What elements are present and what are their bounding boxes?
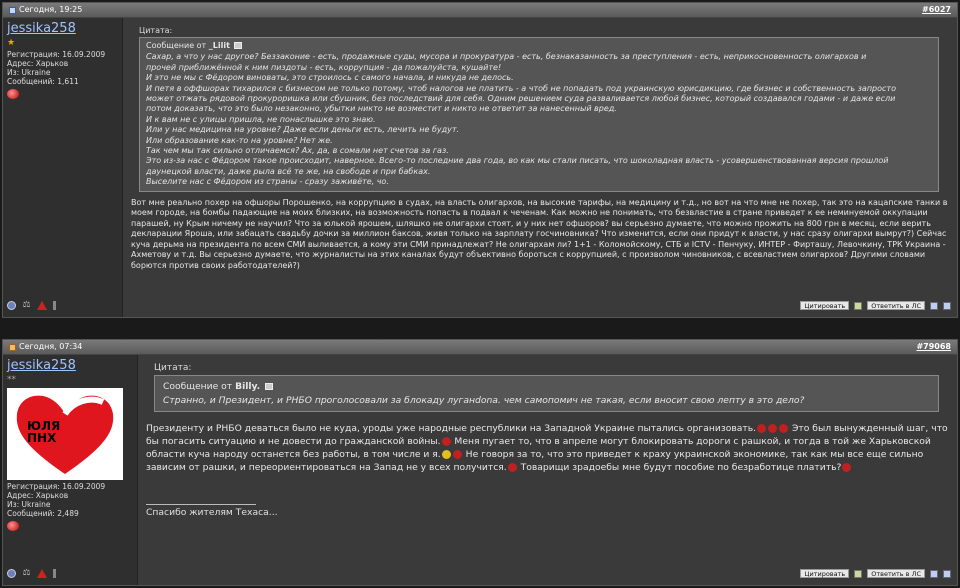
angry-smiley-icon [768,424,777,433]
user-country: Из: Ukraine [7,500,51,509]
user-rank-stars: ** [7,375,16,385]
ip-icon [53,301,56,310]
view-post-icon[interactable] [265,383,273,390]
ip-icon [53,569,56,578]
user-reg-date: Регистрация: 16.09.2009 [7,482,106,491]
quote-line: Это из-за нас с Фёдором такое происходит, наверное. Всего-то последние два года, во как мы стали писать, что шоколадная власть - усовершенствованная версия прошлой [146,156,889,166]
view-post-icon[interactable] [234,42,242,49]
post-number-link[interactable]: #79068 [916,342,951,351]
user-avatar [7,388,123,480]
quote-header: Сообщение от Billy. [163,380,930,393]
quote-button[interactable]: Цитировать [800,569,849,578]
quote-button[interactable]: Цитировать [800,301,849,310]
reply-pm-button[interactable]: Ответить в ЛС [867,569,925,578]
quote-line: Выселите нас с Фёдором из страны - сразу заживёте, чо. [146,177,389,187]
user-info-panel [3,355,138,585]
sad-smiley-icon [442,450,451,459]
reputation-scale-icon[interactable]: ⚖ [22,300,31,310]
user-address: Адрес: Харьков [7,59,69,68]
report-icon[interactable] [37,301,47,310]
user-address: Адрес: Харьков [7,491,69,500]
report-icon[interactable] [37,569,47,578]
quote-line: И петя в оффшорах тихарился с бизнесом не только потому, чтоб налогов не платить - а чтоб не попадать под украинскую юрисдикцию, где бизнес и собственность запросто [146,83,896,93]
bookmark-icon[interactable] [943,302,951,310]
post-actions [800,301,951,310]
post-date: Сегодня, 07:34 [19,342,83,351]
post-message: Президенту и РНБО деваться было не куда, уроды уже народные республики на Западной Украине пытались организовать. Это был вынужденный шаг, что бы погасить ситуацию и не довести до гражданской войны. Меня пугает то, что в апреле могут блокировать дороги с рашкой, и тогда в той же Харьковской области куча народу останется без работы, в том числе и я. Не говоря за то, что это приведет к краху украинской экономике, так как мы все еще сильно зависим от рашки, и переориентироваться на Запад не у всех получится. Товарищи зрадоебы мне будут пособие по безработице платить? [146,423,948,473]
post-header [3,3,957,18]
angry-smiley-icon [779,424,788,433]
quote-line: Или образование как-то на уровне? Нет же. [146,135,333,145]
user-message-count: Сообщений: 1,611 [7,77,79,86]
quote-line: И это не мы с Фёдором виноваты, это строилось с самого начала, и никуда не делось. [146,73,514,83]
angry-smiley-icon [442,437,451,446]
reply-pm-button[interactable]: Ответить в ЛС [867,301,925,310]
post-message: Вот мне реально похер на офшоры Порошенко, на коррупцию в судах, на власть олигархов, на высокие тарифы, на медицину и т.д., но вот на что мне не похер, так это на кацапские танки в моем городе, на бомбы падающие на моих близких, на возможность попасть в подвал к чеченам. Как можно не понимать, что безвластие в стране приведет к ее неминуемой оккупации парашей, ну Крым ничему не научил? Что за юлькой ярошем, шляшко не олигархи стоят, и у них нет офшоров? вы серьезно думаете, что можно прожить на 800 грн в месяц, если верить декларации Яроша, или забацать свадьбу дочки за миллион баксов, живя только на зарплату госчиновника? Что изменится, если они придут к власти, у нас сразу олигархи вымрут?) Сейчас куча дерьма на президента по всем СМИ выливается, а кому эти СМИ принадлежат? Не олигархам ли? 1+1 - Коломойскому, СТБ и ICTV - Пенчуку, ИНТЕР - Фирташу, Левочкину, ТРК Украина - Ахметову и т.д. Вы серьезно думаете, что журналисты на этих каналах будут объективно бороться с коррупцией, с произволом чиновников, с всевластием олигархов? Другими словами борются против своих работодателей?) [131,197,948,270]
angry-smiley-icon [453,450,462,459]
angry-smiley-icon [842,463,851,472]
user-details [7,482,133,518]
post-icon [9,7,16,14]
post-actions [800,569,951,578]
quote-line: даунецкой власти, даже рыла всё те же, на свободе и при бабках. [146,166,431,176]
avatar-text: ЮЛЯ ПНХ [27,419,61,445]
user-info-panel [3,18,123,317]
quote-line: прочей приближённой к ним пиздоты - есть, коррупция - да пожалуйста, кушайте! [146,62,502,72]
reputation-scale-icon[interactable]: ⚖ [22,568,31,578]
signature: Спасибо жителям Техаса... [146,507,278,518]
quote-label: Цитата: [139,26,173,35]
quote-line: Сахар, а что у нас другое? Беззаконие - есть, продажные суды, мусора и прокуратура - есть, безнаказанность за преступления - есть, неприкосновенность олигархов и [146,52,867,62]
user-country: Из: Ukraine [7,68,51,77]
post-6027 [2,2,958,318]
user-details [7,50,118,86]
quote-block [139,37,939,192]
quote-text: Странно, и Президент, и РНБО проголосовали за блокаду луганdona. чем самопомич не такая, если вносит свою лепту в это дело? [163,395,805,406]
quote-block [154,375,939,412]
angry-smiley-icon [508,463,517,472]
quote-line: Или у нас медицина на уровне? Даже если деньги есть, лечить не будут. [146,125,460,135]
username-link[interactable]: jessika258 [7,358,76,373]
online-status-icon [7,569,16,578]
post-tools [7,301,56,310]
post-date: Сегодня, 19:25 [19,5,83,14]
quote-author: _Lilit [208,41,230,50]
quote-author: Billy. [235,381,261,392]
post-content [123,18,957,317]
quote-line: потом доказать, что это было незаконно, убытки никто не возместит и никто не ответит за нанесенный вред. [146,104,617,114]
quote-header: Сообщение от _Lilit [146,41,932,51]
username-link[interactable]: jessika258 [7,21,76,36]
multi-quote-icon[interactable] [854,302,862,310]
user-message-count: Сообщений: 2,489 [7,509,79,518]
post-79068 [2,339,958,586]
user-rank-stars: ★ [7,38,16,48]
edit-icon[interactable] [930,302,938,310]
bookmark-icon[interactable] [943,570,951,578]
post-number-link[interactable]: #6027 [922,5,951,14]
quote-line: И к вам не с улицы пришла, не понаслышке это знаю. [146,114,376,124]
online-status-icon [7,301,16,310]
quote-line: Так чем мы так сильно отличаемся? Ах, да, в сомали нет счетов за газ. [146,146,449,156]
angry-smiley-icon [757,424,766,433]
reputation-icon [7,89,19,99]
user-reg-date: Регистрация: 16.09.2009 [7,50,106,59]
post-content [138,355,957,585]
reputation-icon [7,521,19,531]
post-header [3,340,957,355]
quote-line: может отжать рядовой прокуроришка или сбушник, без последствий для себя. Одним решением суда разваливается любой бизнес, который создавался годами - и даже если [146,94,896,104]
signature-divider [146,504,256,505]
multi-quote-icon[interactable] [854,570,862,578]
edit-icon[interactable] [930,570,938,578]
post-icon [9,344,16,351]
post-tools [7,569,56,578]
quote-label: Цитата: [154,363,192,373]
